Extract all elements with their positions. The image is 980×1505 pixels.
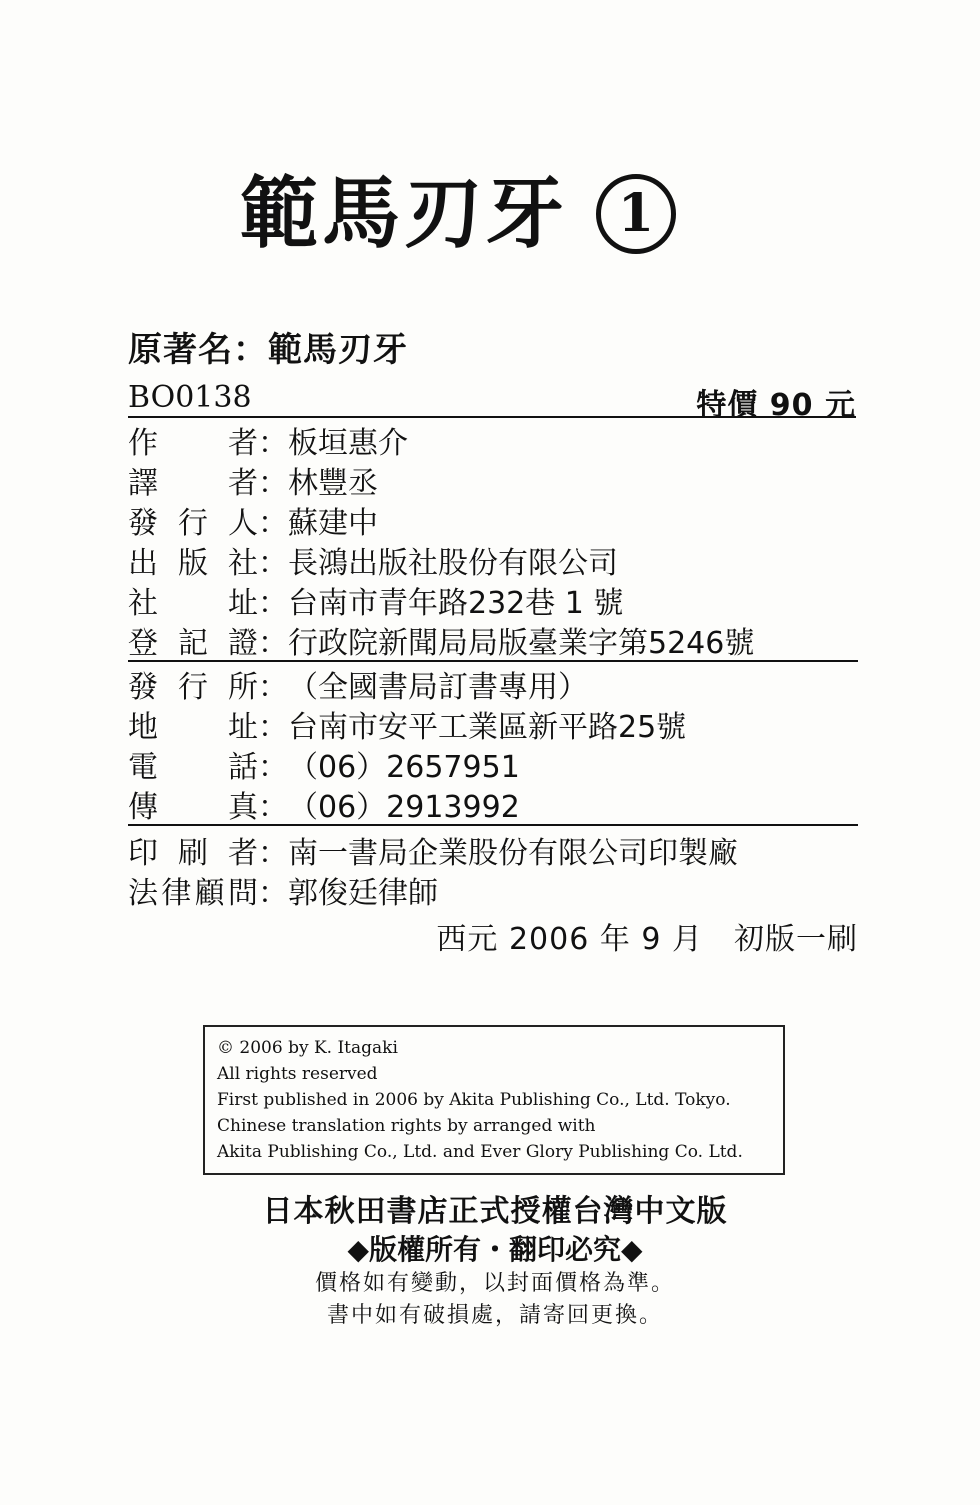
info-label-char: 登 — [128, 626, 158, 661]
copyright-line: Akita Publishing Co., Ltd. and Ever Glory Publishing Co. Ltd. — [217, 1142, 743, 1162]
info-label-char: 法 — [128, 876, 158, 911]
info-label-char: 版 — [178, 546, 208, 581]
info-row — [128, 744, 858, 784]
original-title: 原著名：範馬刃牙 — [128, 330, 408, 370]
info-label — [128, 702, 258, 746]
distribution-list — [128, 664, 858, 826]
info-value: 林豐丞 — [288, 466, 378, 501]
info-colon: ： — [258, 790, 288, 825]
info-colon: ： — [258, 876, 288, 911]
info-row — [128, 460, 858, 500]
info-row — [128, 580, 858, 620]
info-label — [128, 418, 258, 462]
info-label-char: 話 — [228, 750, 258, 785]
copyright-line: Chinese translation rights by arranged with — [217, 1116, 596, 1136]
info-label-char: 者 — [228, 836, 258, 871]
info-label-char: 印 — [128, 836, 158, 871]
info-label-char: 顧 — [194, 876, 225, 911]
info-row — [128, 620, 858, 662]
info-value: 南一書局企業股份有限公司印製廠 — [288, 836, 738, 871]
info-value: 板垣惠介 — [288, 426, 408, 461]
info-value: 台南市青年路232巷 1 號 — [288, 586, 624, 621]
authorization-statement: 日本秋田書店正式授權台灣中文版 — [262, 1194, 728, 1229]
printing-list — [128, 830, 858, 910]
book-title-text: 範馬刃牙 — [240, 169, 569, 259]
info-label — [128, 538, 258, 582]
info-label-char: 傳 — [128, 790, 158, 825]
info-label-char: 址 — [228, 710, 258, 745]
copyright-line: First published in 2006 by Akita Publishing Co., Ltd. Tokyo. — [217, 1090, 731, 1110]
info-colon: ： — [258, 670, 288, 705]
info-label-char: 社 — [128, 586, 158, 621]
info-label — [128, 498, 258, 542]
info-label — [128, 782, 258, 826]
info-row — [128, 500, 858, 540]
info-row — [128, 540, 858, 580]
info-label-char: 譯 — [128, 466, 158, 501]
info-value: （06）2657951 — [288, 750, 520, 785]
info-label-char: 問 — [227, 876, 258, 911]
info-label — [128, 578, 258, 622]
special-price: 特價 90 元 — [696, 388, 856, 423]
info-label-char: 作 — [128, 426, 158, 461]
info-colon: ： — [258, 836, 288, 871]
info-label-char: 證 — [228, 626, 258, 661]
volume-number-badge: 1 — [596, 174, 676, 254]
info-label — [128, 868, 258, 912]
info-colon: ： — [258, 750, 288, 785]
info-row — [128, 830, 858, 870]
info-row — [128, 704, 858, 744]
info-label-char: 真 — [228, 790, 258, 825]
info-label-char: 出 — [128, 546, 158, 581]
info-label — [128, 662, 258, 706]
info-label — [128, 828, 258, 872]
info-label-char: 刷 — [178, 836, 208, 871]
info-label — [128, 458, 258, 502]
info-colon: ： — [258, 426, 288, 461]
info-label-char: 記 — [178, 626, 208, 661]
info-value: （全國書局訂書專用） — [288, 670, 588, 705]
info-label-char: 者 — [228, 426, 258, 461]
info-colon: ： — [258, 546, 288, 581]
info-label-char: 地 — [128, 710, 158, 745]
info-label-char: 者 — [228, 466, 258, 501]
damage-return-note: 書中如有破損處，請寄回更換。 — [326, 1303, 663, 1328]
publication-date: 西元 2006 年 9 月 初版一刷 — [436, 922, 858, 957]
copyright-box — [203, 1025, 785, 1175]
info-label — [128, 618, 258, 662]
info-label-char: 社 — [228, 546, 258, 581]
rights-notice: ◆版權所有・翻印必究◆ — [347, 1233, 643, 1266]
info-colon: ： — [258, 506, 288, 541]
info-value: 行政院新聞局局版臺業字第5246號 — [288, 626, 755, 661]
info-colon: ： — [258, 466, 288, 501]
info-colon: ： — [258, 626, 288, 661]
info-label-char: 人 — [228, 506, 258, 541]
info-label-char: 行 — [178, 670, 208, 705]
info-label-char: 電 — [128, 750, 158, 785]
info-value: 蘇建中 — [288, 506, 378, 541]
book-code: BO0138 — [128, 380, 252, 415]
info-value: 郭俊廷律師 — [288, 876, 438, 911]
info-label-char: 址 — [228, 586, 258, 621]
info-value: 台南市安平工業區新平路25號 — [288, 710, 687, 745]
code-price-row — [128, 380, 856, 423]
info-label-char: 發 — [128, 506, 158, 541]
info-label-char: 所 — [228, 670, 258, 705]
info-label-char: 發 — [128, 670, 158, 705]
info-value: （06）2913992 — [288, 790, 520, 825]
credits-list — [128, 420, 858, 662]
info-label-char: 行 — [178, 506, 208, 541]
info-row — [128, 664, 858, 704]
info-value: 長鴻出版社股份有限公司 — [288, 546, 618, 581]
info-row — [128, 420, 858, 460]
copyright-line: © 2006 by K. Itagaki — [217, 1038, 398, 1058]
info-colon: ： — [258, 710, 288, 745]
info-row — [128, 784, 858, 826]
copyright-line: All rights reserved — [217, 1064, 378, 1084]
info-row — [128, 870, 858, 910]
price-change-note: 價格如有變動，以封面價格為準。 — [314, 1271, 675, 1296]
book-title — [240, 168, 760, 260]
info-label — [128, 742, 258, 786]
info-label-char: 律 — [161, 876, 192, 911]
info-colon: ： — [258, 586, 288, 621]
